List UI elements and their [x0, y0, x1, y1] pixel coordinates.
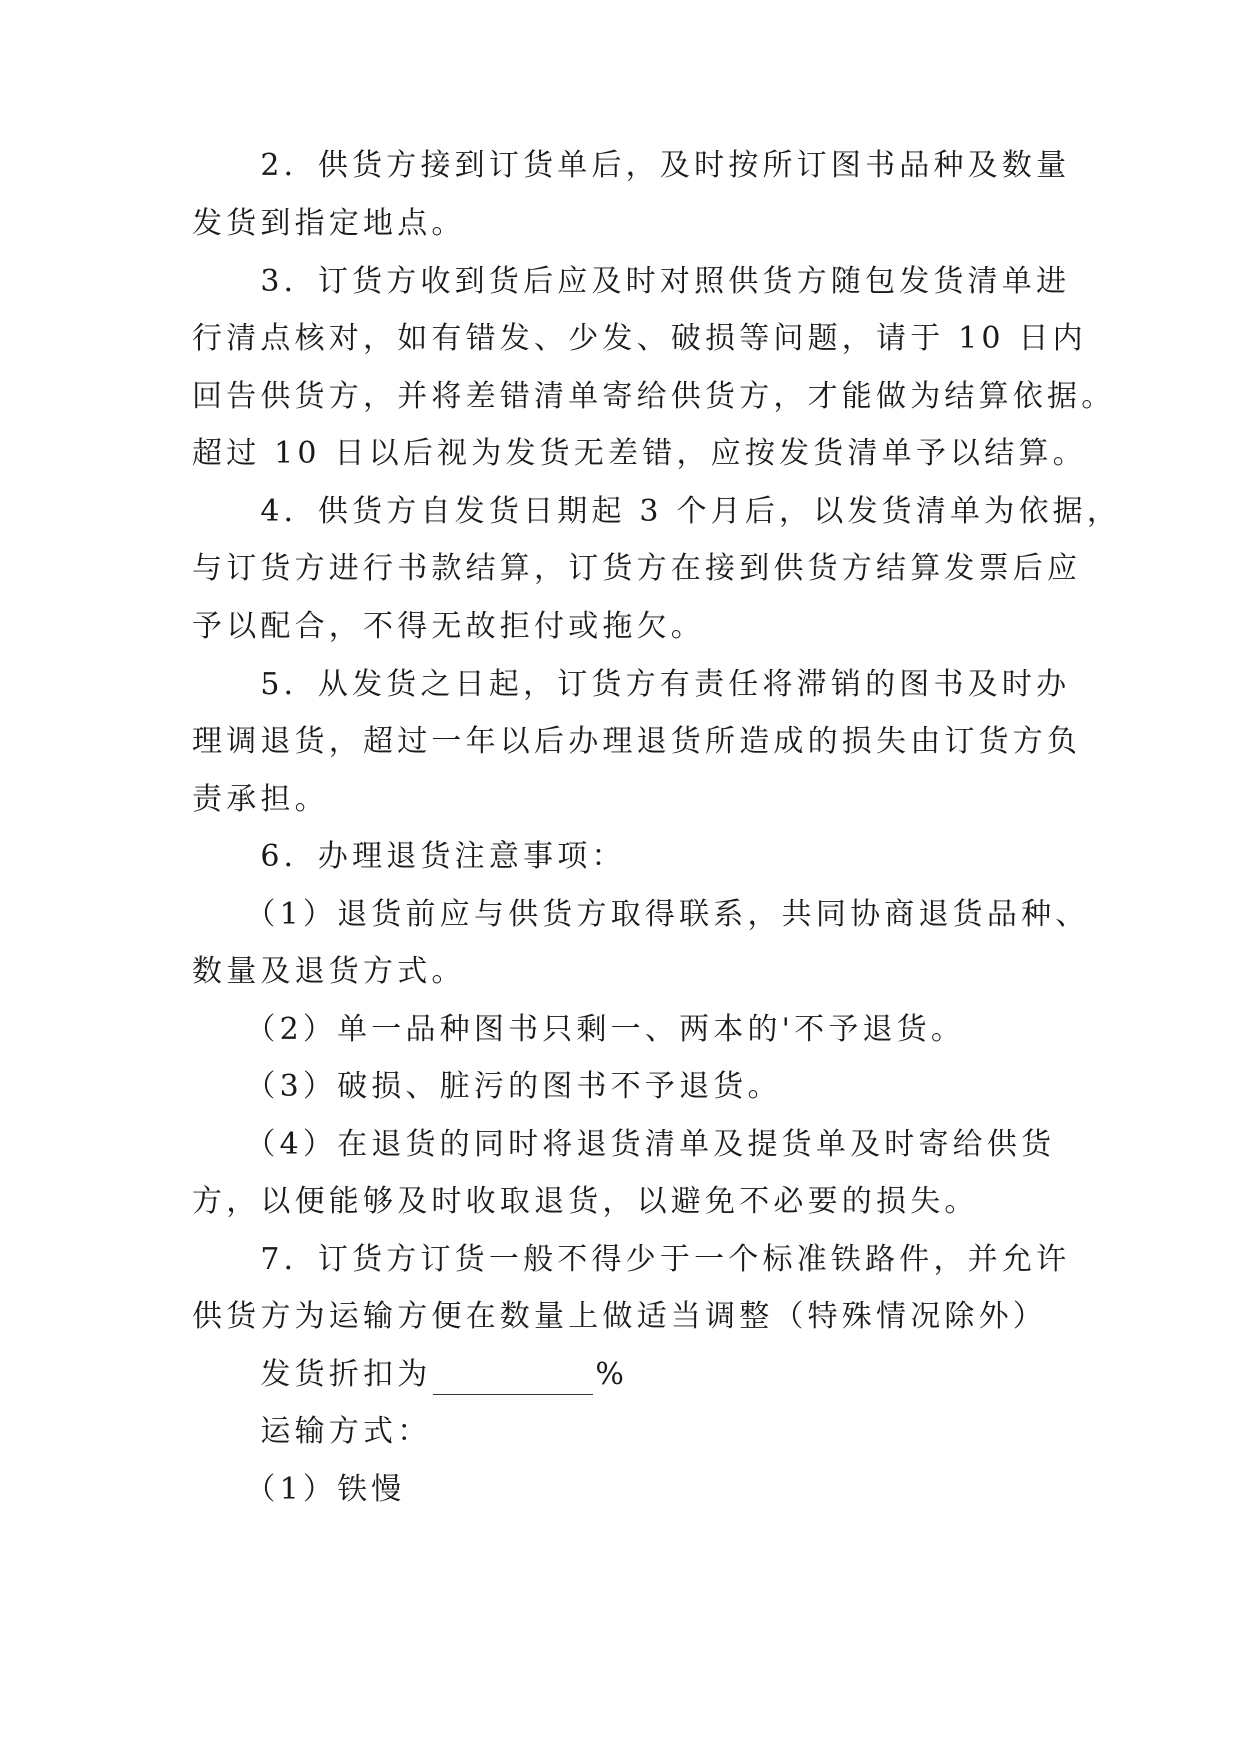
text-line: 理调退货，超过一年以后办理退货所造成的损失由订货方负	[192, 724, 1082, 759]
text-line: 行清点核对，如有错发、少发、破损等问题，请于 10 日内	[192, 321, 1087, 356]
text-line: 回告供货方，并将差错清单寄给供货方，才能做为结算依据。	[192, 379, 1116, 414]
text-line: 3．订货方收到货后应及时对照供货方随包发货清单进	[192, 264, 1071, 299]
discount-label: 发货折扣为	[192, 1357, 432, 1392]
text-line: 发货到指定地点。	[192, 206, 466, 241]
text-line: 超过 10 日以后视为发货无差错，应按发货清单予以结算。	[192, 436, 1087, 471]
text-line: 责承担。	[192, 782, 329, 817]
discount-line	[192, 1355, 628, 1395]
text-line: （2）单一品种图书只剩一、两本的'不予退货。	[192, 1012, 966, 1047]
text-line: 与订货方进行书款结算，订货方在接到供货方结算发票后应	[192, 551, 1082, 586]
discount-suffix: %	[595, 1357, 629, 1392]
text-line: 供货方为运输方便在数量上做适当调整（特殊情况除外）	[192, 1299, 1047, 1334]
text-line: 6．办理退货注意事项：	[192, 839, 626, 874]
text-line: （1）铁慢	[192, 1472, 406, 1507]
text-line: 予以配合，不得无故拒付或拖欠。	[192, 609, 705, 644]
text-line: （3）破损、脏污的图书不予退货。	[192, 1069, 782, 1104]
text-line: 运输方式：	[192, 1414, 432, 1449]
discount-blank-field[interactable]	[433, 1364, 593, 1395]
text-line: 4．供货方自发货日期起 3 个月后，以发货清单为依据，	[192, 494, 1122, 529]
text-line: 5．从发货之日起，订货方有责任将滞销的图书及时办	[192, 667, 1071, 702]
text-line: 2．供货方接到订货单后，及时按所订图书品种及数量	[192, 148, 1071, 183]
text-line: 7．订货方订货一般不得少于一个标准铁路件，并允许	[192, 1242, 1071, 1277]
text-line: 方，以便能够及时收取退货，以避免不必要的损失。	[192, 1184, 979, 1219]
text-line: （4）在退货的同时将退货清单及提货单及时寄给供货	[192, 1127, 1056, 1162]
text-line: （1）退货前应与供货方取得联系，共同协商退货品种、	[192, 897, 1090, 932]
text-line: 数量及退货方式。	[192, 954, 466, 989]
